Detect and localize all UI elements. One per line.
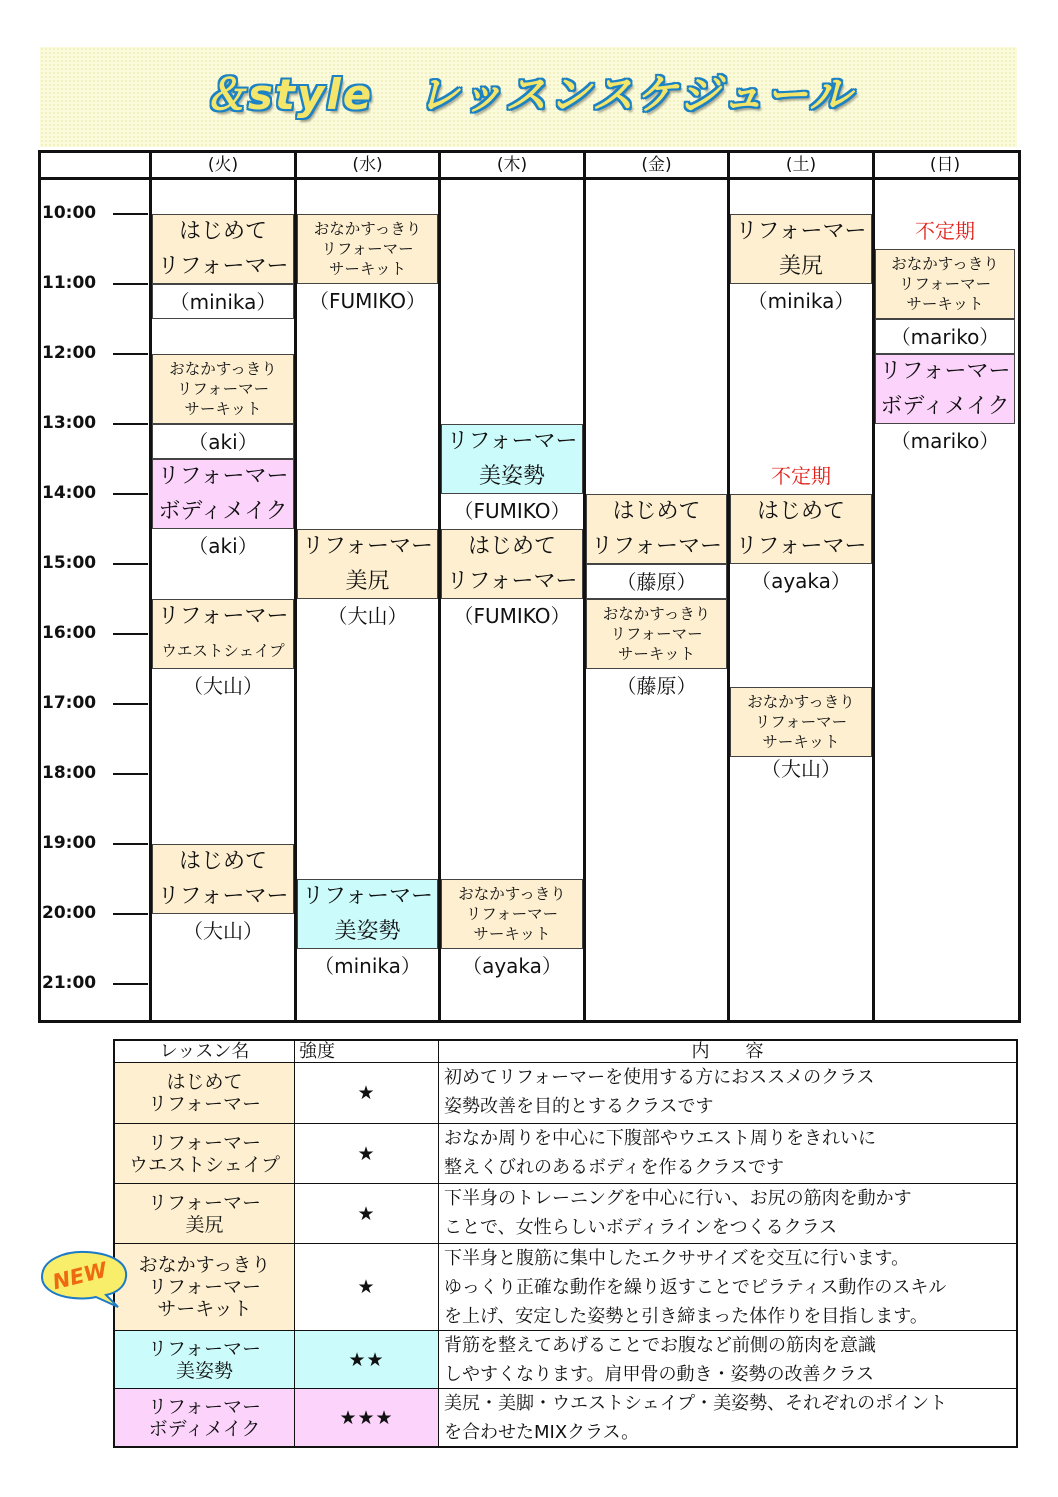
day-header-fri: (金) — [641, 155, 672, 175]
instructor-label: （aki） — [152, 424, 294, 459]
lesson-name-line: 美尻 — [778, 254, 823, 279]
lesson-block[interactable] — [152, 459, 294, 529]
lesson-name-line: はじめて — [178, 849, 267, 874]
legend-intensity: ★★★ — [295, 1389, 439, 1446]
lesson-block[interactable] — [297, 879, 438, 949]
lesson-block[interactable] — [875, 354, 1015, 424]
instructor-label: （FUMIKO） — [453, 604, 571, 628]
instructor-label: （minika） — [314, 954, 421, 978]
lesson-block[interactable] — [875, 249, 1015, 319]
legend-desc-line: ゆっくり正確な動作を繰り返すことでピラティス動作のスキル — [444, 1277, 947, 1298]
lesson-block[interactable] — [297, 529, 438, 599]
instructor-label: （大山） — [761, 757, 841, 781]
day-header-thu: (木) — [496, 155, 528, 175]
time-label: 18:00 — [42, 763, 97, 783]
lesson-name-line: サーキット — [473, 925, 551, 943]
legend-lesson-name — [115, 1184, 295, 1244]
lesson-block[interactable] — [730, 214, 872, 284]
lesson-name-line: はじめて — [756, 499, 845, 524]
legend-name-line: 美姿勢 — [175, 1359, 233, 1382]
lesson-block[interactable] — [586, 494, 727, 564]
lesson-name-line: リフォーマー — [465, 905, 559, 923]
time-tick — [113, 353, 148, 355]
time-tick — [113, 633, 148, 635]
legend-desc-line: おなか周りを中心に下腹部やウエスト周りをきれいに — [444, 1128, 876, 1149]
legend-description — [439, 1244, 1016, 1331]
badge-text: NEW — [50, 1257, 110, 1295]
lesson-name-line: リフォーマー — [446, 429, 578, 454]
lesson-name-line: リフォーマー — [157, 254, 289, 279]
legend-name-line: リフォーマー — [147, 1337, 262, 1360]
lesson-name-line: はじめて — [178, 219, 267, 244]
lesson-name-line: リフォーマー — [898, 275, 992, 293]
instructor-label: （FUMIKO） — [308, 289, 427, 313]
time-label: 16:00 — [42, 623, 97, 643]
irregular-note: 不定期 — [915, 219, 975, 243]
lesson-name-line: ボディメイク — [880, 394, 1010, 419]
lesson-block[interactable] — [152, 214, 294, 284]
legend-intensity: ★ — [295, 1124, 439, 1184]
instructor-label: （aki） — [188, 534, 258, 558]
new-badge — [36, 1247, 136, 1309]
legend-name-line: ボディメイク — [148, 1417, 261, 1440]
lesson-name-line: リフォーマー — [754, 713, 848, 731]
time-tick — [113, 983, 148, 985]
lesson-block[interactable] — [586, 599, 727, 669]
legend-name-line: リフォーマー — [147, 1276, 262, 1298]
lesson-block[interactable] — [441, 529, 583, 599]
time-tick — [113, 843, 148, 845]
lesson-block[interactable] — [730, 494, 872, 564]
time-tick — [113, 703, 148, 705]
lesson-name-line: サーキット — [762, 733, 840, 751]
legend-name-line: リフォーマー — [147, 1093, 262, 1115]
lesson-name-line: リフォーマー — [157, 464, 289, 489]
time-label: 11:00 — [42, 273, 97, 293]
legend-desc-line: 整えくびれのあるボディを作るクラスです — [444, 1157, 785, 1178]
time-tick — [113, 423, 148, 425]
legend-desc-line: ことで、女性らしいボディラインをつくるクラス — [444, 1217, 838, 1238]
legend-desc-line: 初めてリフォーマーを使用する方におススメのクラス — [444, 1067, 875, 1088]
legend-lesson-name — [115, 1389, 295, 1446]
lesson-block[interactable] — [152, 599, 294, 669]
lesson-name-line: リフォーマー — [302, 884, 433, 909]
legend-name-line: リフォーマー — [147, 1395, 262, 1418]
lesson-name-line: おなかすっきり — [602, 605, 711, 623]
time-tick — [113, 913, 148, 915]
day-header-wed: (水) — [352, 155, 383, 175]
lesson-name-line: リフォーマー — [321, 240, 414, 258]
time-label: 10:00 — [42, 203, 97, 223]
lesson-block[interactable] — [297, 214, 438, 284]
lesson-block[interactable] — [152, 844, 294, 914]
time-label: 12:00 — [42, 343, 97, 363]
time-tick — [113, 493, 148, 495]
day-header-tue: (火) — [207, 155, 239, 175]
lesson-name-line: 美姿勢 — [334, 919, 401, 944]
time-label: 19:00 — [42, 833, 97, 853]
legend-name-line: 美尻 — [185, 1213, 224, 1236]
legend-desc-line: を合わせたMIXクラス。 — [444, 1422, 640, 1443]
instructor-label: （minika） — [747, 289, 855, 313]
instructor-label: （mariko） — [890, 429, 1000, 453]
lesson-block[interactable] — [152, 354, 294, 424]
legend-desc-line: しやすくなります。肩甲骨の動き・姿勢の改善クラス — [444, 1364, 875, 1385]
legend-intensity: ★★ — [295, 1331, 439, 1389]
legend-lesson-name — [115, 1063, 295, 1124]
time-tick — [113, 773, 148, 775]
lesson-name-line: リフォーマー — [591, 534, 722, 559]
instructor-label: （ayaka） — [462, 954, 562, 978]
legend-lesson-name — [115, 1124, 295, 1184]
day-header-sat: (土) — [785, 155, 817, 175]
day-header-sun: (日) — [929, 155, 961, 175]
legend-name-line: ウエストシェイプ — [128, 1153, 281, 1176]
lesson-name-line: リフォーマー — [302, 534, 433, 559]
legend-description — [439, 1063, 1016, 1124]
time-tick — [113, 283, 148, 285]
instructor-label: （藤原） — [586, 564, 727, 599]
lesson-name-line: サーキット — [184, 400, 262, 418]
legend-desc-line: を上げ、安定した姿勢と引き締まった体作りを目指します。 — [444, 1306, 928, 1327]
lesson-name-line: リフォーマー — [157, 604, 289, 629]
lesson-name-line: はじめて — [612, 499, 701, 524]
legend-desc-line: 下半身のトレーニングを中心に行い、お尻の筋肉を動かす — [444, 1188, 912, 1209]
instructor-label: （ayaka） — [751, 569, 851, 593]
legend-intensity: ★ — [295, 1184, 439, 1244]
legend-name-line: リフォーマー — [147, 1131, 262, 1154]
lesson-block[interactable] — [441, 879, 583, 949]
lesson-name-line: リフォーマー — [735, 534, 867, 559]
time-tick — [113, 213, 148, 215]
legend-description — [439, 1184, 1016, 1244]
legend-name-line: おなかすっきり — [138, 1254, 271, 1276]
lesson-name-line: サーキット — [617, 645, 696, 663]
legend-name-line: リフォーマー — [147, 1191, 262, 1214]
lesson-name-line: サーキット — [328, 260, 407, 278]
instructor-label: （大山） — [327, 604, 408, 628]
legend-header-content: 内 容 — [439, 1041, 1016, 1063]
time-label: 15:00 — [42, 553, 97, 573]
lesson-name-line: リフォーマー — [176, 380, 270, 398]
page-title: ＆style レッスンスケジュール — [203, 70, 854, 119]
lesson-name-line: リフォーマー — [735, 219, 867, 244]
time-label: 13:00 — [42, 413, 97, 433]
legend-description — [439, 1389, 1016, 1446]
time-tick — [113, 563, 148, 565]
lesson-name-line: サーキット — [906, 295, 984, 313]
time-label: 17:00 — [42, 693, 97, 713]
lesson-block[interactable] — [441, 424, 583, 494]
lesson-name-line: 美尻 — [345, 569, 390, 594]
lesson-name-line: ウエストシェイプ — [161, 642, 285, 660]
legend-name-line: サーキット — [157, 1298, 252, 1320]
legend-description — [439, 1331, 1016, 1389]
instructor-label: （藤原） — [616, 674, 697, 698]
legend-lesson-name — [115, 1331, 295, 1389]
lesson-name-line: 美姿勢 — [478, 464, 545, 489]
lesson-name-line: リフォーマー — [157, 884, 289, 909]
lesson-name-line: リフォーマー — [879, 359, 1011, 384]
lesson-name-line: ボディメイク — [158, 499, 288, 524]
time-label: 21:00 — [42, 973, 97, 993]
legend-description — [439, 1124, 1016, 1184]
legend-lesson-name — [115, 1244, 295, 1331]
legend-desc-line: 背筋を整えてあげることでお腹など前側の筋肉を意識 — [444, 1335, 876, 1356]
legend-name-line: はじめて — [166, 1071, 243, 1093]
title-banner — [40, 47, 1017, 147]
lesson-name-line: リフォーマー — [446, 569, 578, 594]
time-label: 14:00 — [42, 483, 97, 503]
time-label: 20:00 — [42, 903, 97, 923]
instructor-label: （大山） — [183, 674, 263, 698]
lesson-block[interactable] — [730, 687, 872, 757]
legend-desc-line: 美尻・美脚・ウエストシェイプ・美姿勢、それぞれのポイント — [444, 1393, 948, 1414]
lesson-name-line: おなかすっきり — [169, 360, 277, 378]
legend-desc-line: 下半身と腹筋に集中したエクササイズを交互に行います。 — [444, 1248, 910, 1269]
instructor-label: （大山） — [183, 919, 263, 943]
legend-desc-line: 姿勢改善を目的とするクラスです — [444, 1096, 714, 1117]
legend-intensity: ★ — [295, 1244, 439, 1331]
lesson-name-line: おなかすっきり — [313, 220, 422, 238]
lesson-name-line: おなかすっきり — [891, 255, 999, 273]
instructor-label: （FUMIKO） — [453, 499, 571, 523]
legend-header-intensity: 強度 — [295, 1041, 439, 1063]
instructor-label: （minika） — [152, 284, 294, 319]
lesson-name-line: リフォーマー — [610, 625, 703, 643]
legend-header-name: レッスン名 — [115, 1041, 295, 1063]
legend-intensity: ★ — [295, 1063, 439, 1124]
lesson-name-line: はじめて — [467, 534, 556, 559]
instructor-label: （mariko） — [875, 319, 1015, 354]
lesson-name-line: おなかすっきり — [747, 693, 855, 711]
lesson-name-line: おなかすっきり — [458, 885, 566, 903]
irregular-note: 不定期 — [771, 464, 831, 488]
